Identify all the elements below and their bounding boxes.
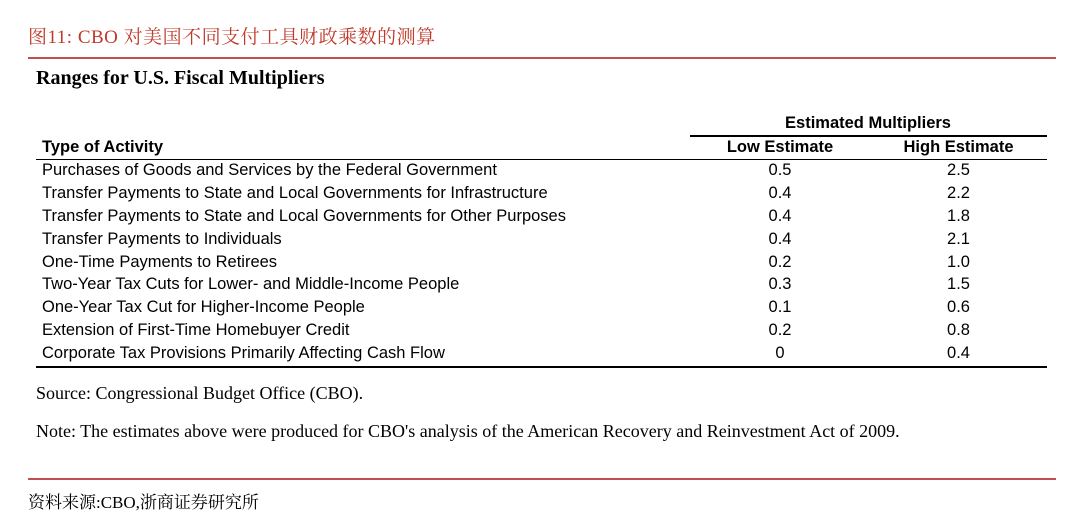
table-row [0,206,1080,229]
table-title: Ranges for U.S. Fiscal Multipliers [36,67,325,89]
table-row [0,320,1080,343]
low-estimate-cell: 0.4 [768,229,792,248]
source-note: Source: Congressional Budget Office (CBO). [36,383,364,403]
group-header: Estimated Multipliers [785,114,951,132]
table-row [0,343,1080,366]
high-estimate-cell: 2.1 [947,229,970,248]
high-estimate-cell: 2.5 [947,161,970,179]
table-row [0,252,1080,275]
activity-cell: Transfer Payments to State and Local Governments for Infrastructure [42,183,548,202]
column-header-activity: Type of Activity [42,138,164,156]
table-row [0,160,1080,183]
high-estimate-cell: 0.4 [947,344,970,363]
high-estimate-cell: 1.8 [947,206,970,225]
low-estimate-cell: 0.5 [768,161,792,179]
activity-cell: One-Time Payments to Retirees [42,252,278,271]
high-estimate-cell: 2.2 [947,183,970,202]
column-header-high-estimate: High Estimate [903,138,1014,156]
figure-title: 图11: CBO 对美国不同支付工具财政乘数的测算 [28,27,436,48]
low-estimate-cell: 0.2 [768,252,792,271]
activity-cell: Extension of First-Time Homebuyer Credit [42,321,350,340]
activity-cell: Two-Year Tax Cuts for Lower- and Middle-Income People [42,275,460,294]
low-estimate-cell: 0.4 [768,206,792,225]
low-estimate-cell: 0.4 [768,183,792,202]
bottom-divider [28,478,1056,480]
low-estimate-cell: 0.3 [768,275,792,294]
activity-cell: Transfer Payments to Individuals [42,229,282,248]
high-estimate-cell: 0.8 [947,321,970,340]
table-end-rule [36,366,1047,368]
low-estimate-cell: 0.2 [768,321,792,340]
activity-cell: One-Year Tax Cut for Higher-Income People [42,298,365,317]
low-estimate-cell: 0.1 [768,298,792,317]
activity-cell: Corporate Tax Provisions Primarily Affecting Cash Flow [42,344,445,363]
table-row [0,183,1080,206]
table-row [0,274,1080,297]
high-estimate-cell: 0.6 [947,298,970,317]
activity-cell: Transfer Payments to State and Local Governments for Other Purposes [42,206,566,225]
data-source-footer: 资料来源:CBO,浙商证券研究所 [28,493,259,512]
top-divider [28,57,1056,59]
activity-cell: Purchases of Goods and Services by the Federal Government [42,161,497,179]
column-header-low-estimate: Low Estimate [726,138,834,156]
group-header-rule [690,135,1047,137]
footnote: Note: The estimates above were produced for CBO's analysis of the American Recovery and Reinvestment Act of 2009. [36,421,900,441]
low-estimate-cell: 0 [775,344,785,363]
high-estimate-cell: 1.5 [947,275,970,294]
high-estimate-cell: 1.0 [947,252,970,271]
table-row [0,297,1080,320]
table-body [0,160,1080,366]
table-row [0,229,1080,252]
